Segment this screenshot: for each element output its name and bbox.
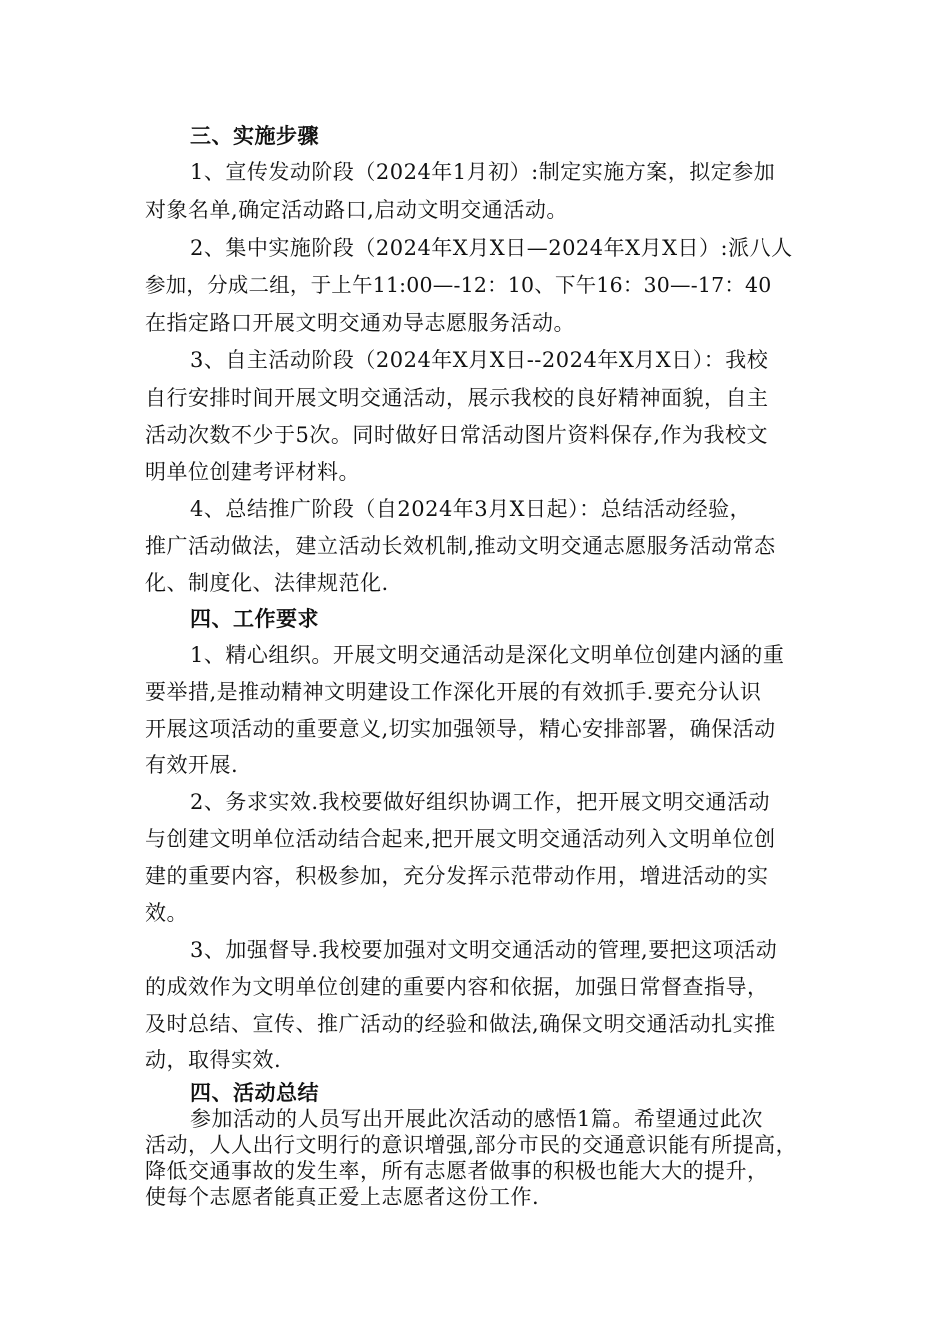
paragraph-line: 有效开展.: [145, 753, 239, 777]
paragraph-line: 参加活动的人员写出开展此次活动的感悟1篇。希望通过此次: [190, 1107, 763, 1131]
paragraph-line: 对象名单,确定活动路口,启动文明交通活动。: [145, 198, 568, 222]
paragraph-line: 2、务求实效.我校要做好组织协调工作，把开展文明交通活动: [190, 790, 771, 814]
paragraph-line: 1、宣传发动阶段（2024年1月初）:制定实施方案，拟定参加: [190, 160, 776, 184]
paragraph-line: 活动，人人出行文明行的意识增强,部分市民的交通意识能有所提高，: [145, 1133, 798, 1157]
section-heading-implementation-steps: 三、实施步骤: [190, 123, 319, 148]
paragraph-line: 效。: [145, 901, 188, 925]
paragraph-line: 2、集中实施阶段（2024年X月X日—2024年X月X日）:派八人: [190, 236, 793, 260]
paragraph-line: 开展这项活动的重要意义,切实加强领导，精心安排部署，确保活动: [145, 717, 776, 741]
paragraph-line: 3、自主活动阶段（2024年X月X日--2024年X月X日）：我校: [190, 348, 769, 372]
section-heading-work-requirements: 四、工作要求: [190, 606, 319, 631]
paragraph-line: 使每个志愿者能真正爱上志愿者这份工作.: [145, 1185, 540, 1209]
paragraph-line: 动，取得实效.: [145, 1048, 282, 1072]
paragraph-line: 4、总结推广阶段（自2024年3月X日起）：总结活动经验，: [190, 497, 752, 521]
paragraph-line: 的成效作为文明单位创建的重要内容和依据，加强日常督查指导，: [145, 975, 769, 999]
paragraph-line: 降低交通事故的发生率，所有志愿者做事的积极也能大大的提升，: [145, 1159, 769, 1183]
paragraph-line: 1、精心组织。开展文明交通活动是深化文明单位创建内涵的重: [190, 643, 785, 667]
paragraph-line: 要举措,是推动精神文明建设工作深化开展的有效抓手.要充分认识: [145, 680, 762, 704]
paragraph-line: 参加，分成二组，于上午11:00—-12：10、下午16：30—-17：40: [145, 273, 772, 297]
paragraph-line: 推广活动做法，建立活动长效机制,推动文明交通志愿服务活动常态: [145, 534, 776, 558]
paragraph-line: 与创建文明单位活动结合起来,把开展文明交通活动列入文明单位创: [145, 827, 776, 851]
paragraph-line: 活动次数不少于5次。同时做好日常活动图片资料保存,作为我校文: [145, 423, 769, 447]
paragraph-line: 及时总结、宣传、推广活动的经验和做法,确保文明交通活动扎实推: [145, 1012, 776, 1036]
paragraph-line: 化、制度化、法律规范化.: [145, 571, 389, 595]
paragraph-line: 在指定路口开展文明交通劝导志愿服务活动。: [145, 311, 575, 335]
section-heading-activity-summary: 四、活动总结: [190, 1080, 319, 1105]
paragraph-line: 建的重要内容，积极参加，充分发挥示范带动作用，增进活动的实: [145, 864, 769, 888]
paragraph-line: 自行安排时间开展文明交通活动，展示我校的良好精神面貌，自主: [145, 386, 769, 410]
paragraph-line: 明单位创建考评材料。: [145, 460, 360, 484]
paragraph-line: 3、加强督导.我校要加强对文明交通活动的管理,要把这项活动: [190, 938, 778, 962]
